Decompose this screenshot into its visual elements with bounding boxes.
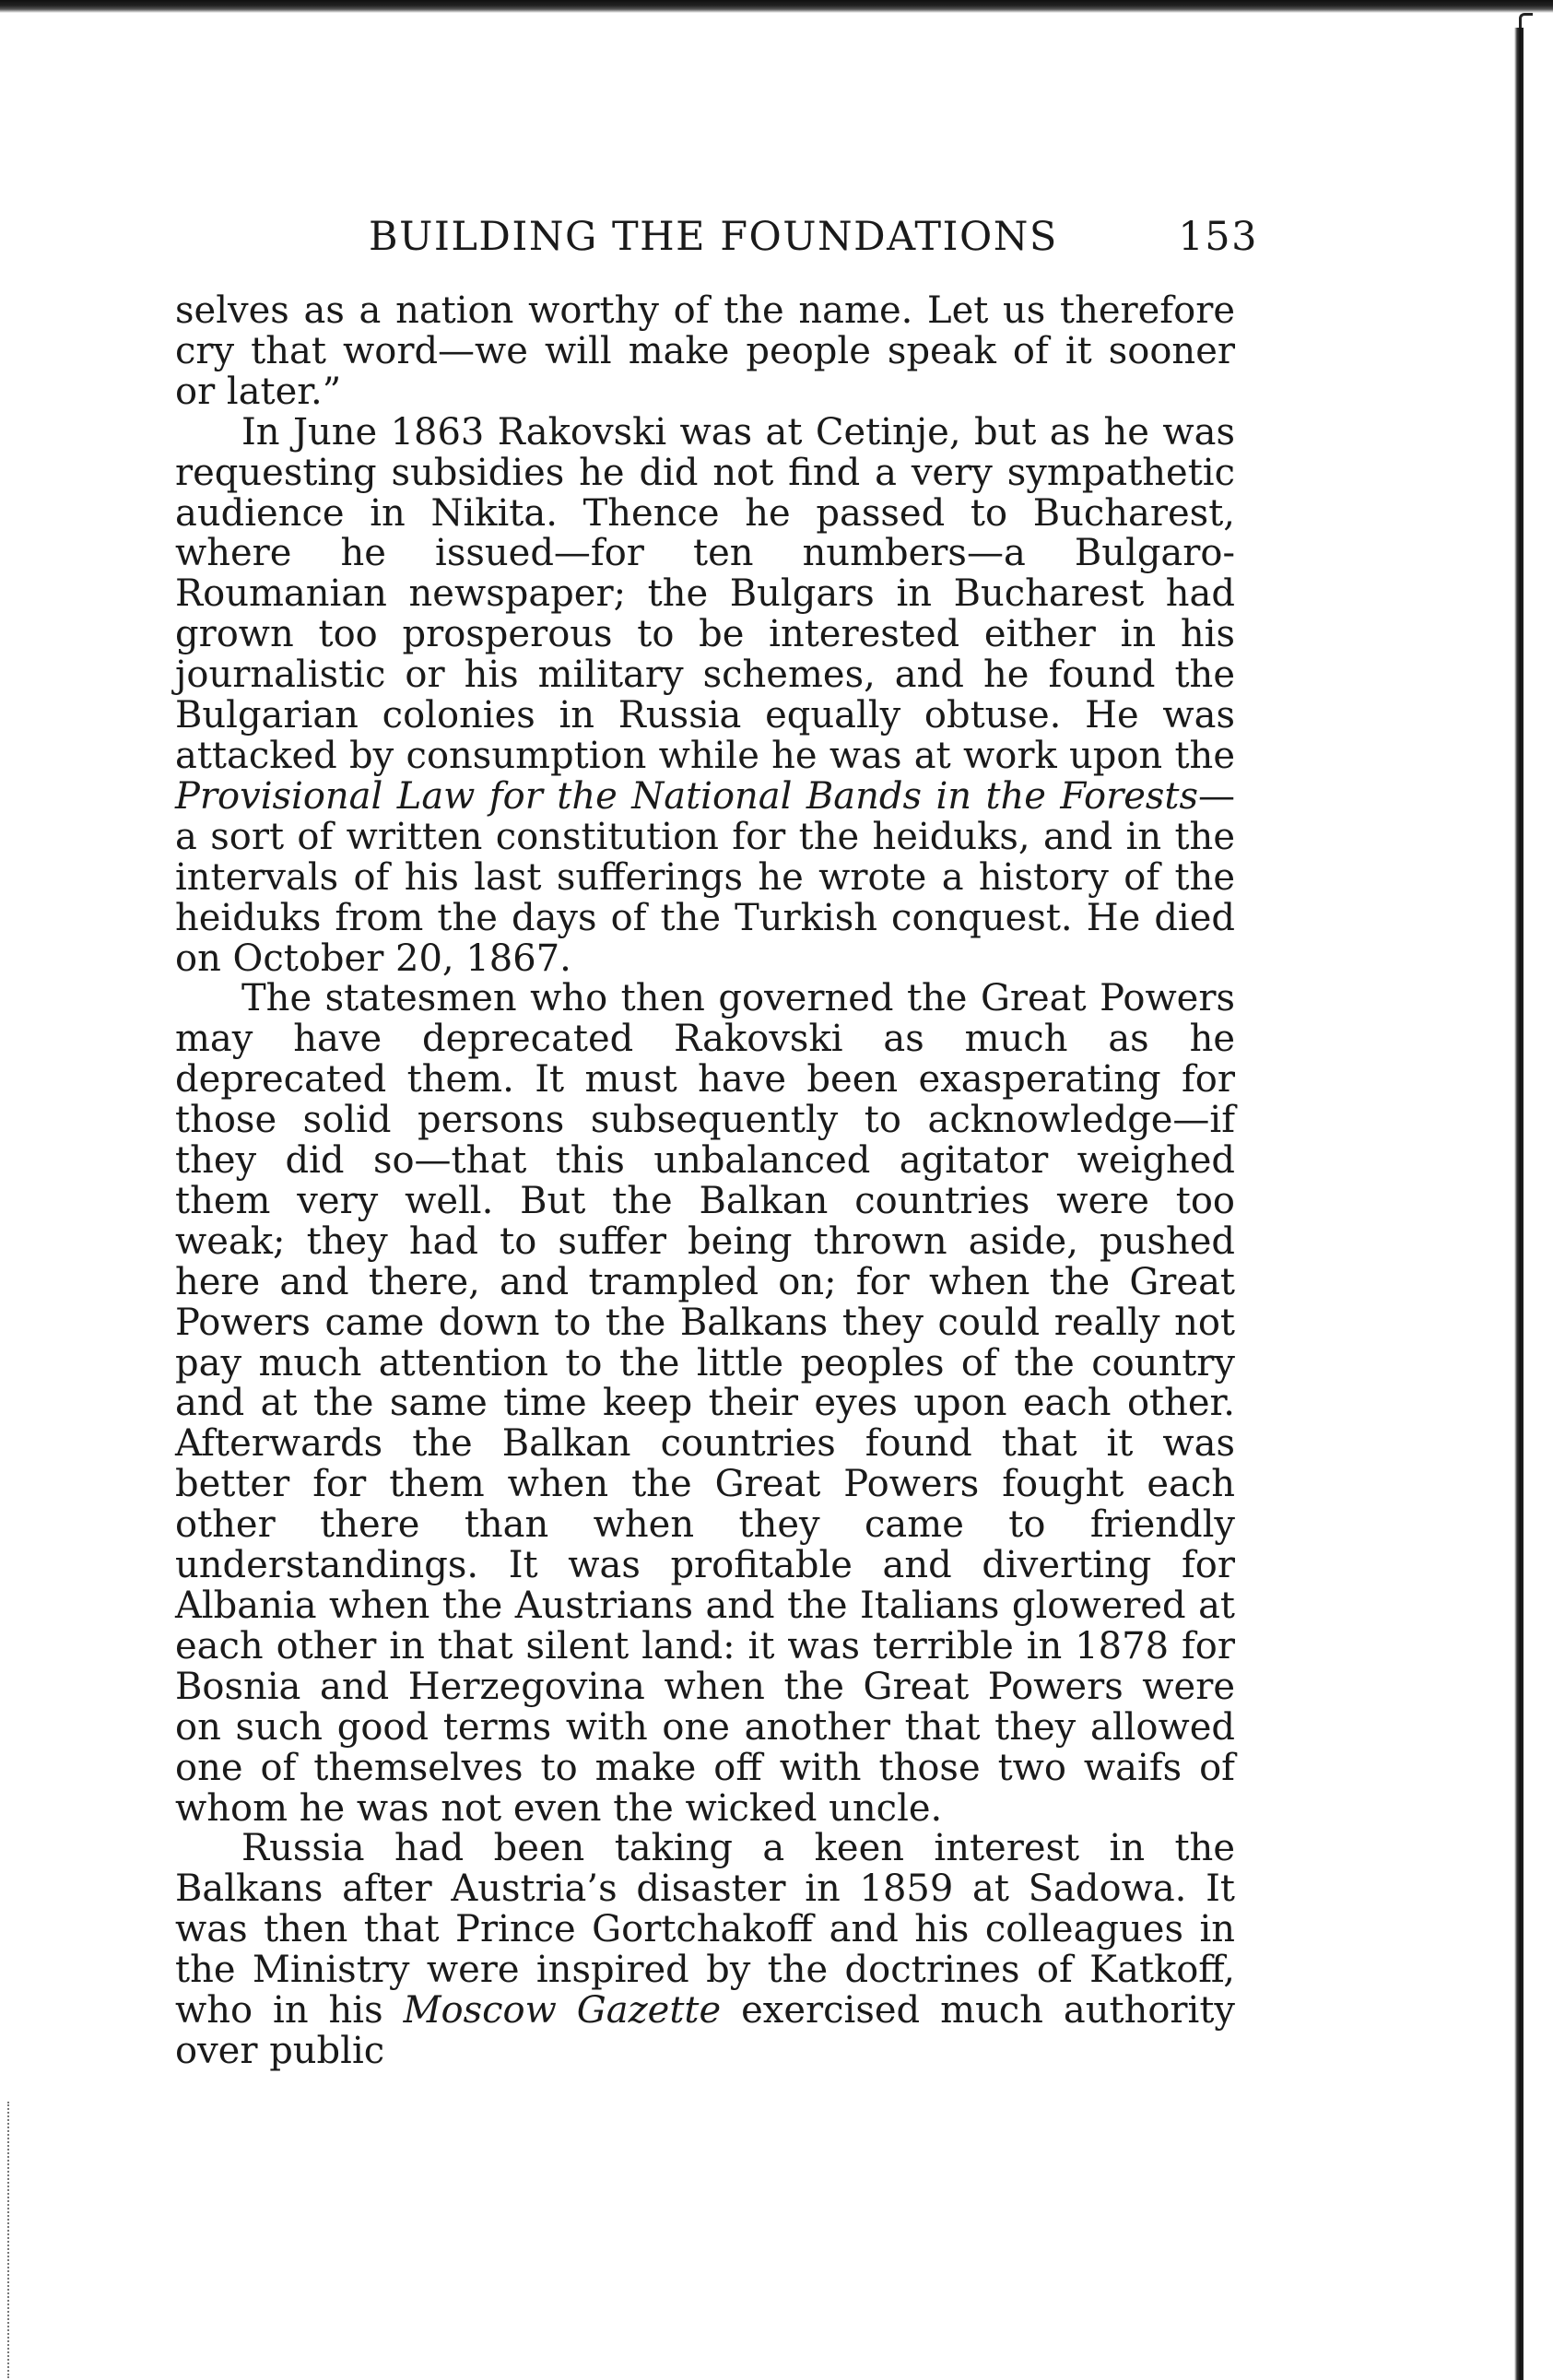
paragraph [175,291,1235,413]
page-number: 153 [1178,214,1258,260]
body-text [175,291,1235,2072]
italic-title: Moscow Gazette [403,1989,722,2032]
text-run: —a sort of written constitution for the heiduks, and in the intervals of his last sufferings he wrote a history of the heiduks from the days of the Turkish conquest. He died on October 20, 1867. [175,774,1235,980]
paragraph [175,1829,1235,2071]
text-run: Russia had been taking a keen interest in the Balkans after Austria’s disaster in 1859 at Sadowa. It was then that Prince Gortchakoff and his colleagues in the Ministry were inspired by the doctrines of Katkoff, who in his [175,1827,1235,2032]
scan-left-marks [7,2102,13,2378]
running-head [369,209,1258,265]
scan-top-edge [0,0,1553,13]
text-run: In June 1863 Rakovski was at Cetinje, but as he was requesting subsidies he did not find a very sympathetic audience in Nikita. Thence he passed to Bucharest, where he issued—for ten numbers—a Bulgaro-Roumanian newspaper; the Bulgars in Bucharest had grown too prosperous to be interested either in his journalistic or his military schemes, and he found the Bulgarian colonies in Russia equally obtuse. He was attacked by consumption while he was at work upon the [175,410,1235,777]
text-run: exercised much authority over public [175,1989,1235,2072]
text-run: The statesmen who then governed the Great Powers may have deprecated Rakovski as much as he deprecated them. It must have been exasperating for those solid persons subsequently to acknowledge—if they did so—that this unbalanced agitator weighed them very well. But the Balkan countries were too weak; they had to suffer being thrown aside, pushed here and there, and trampled on; for when the Great Powers came down to the Balkans they could really not pay much attention to the little peoples of the country and at the same time keep their eyes upon each other. Afterwards the Balkan countries found that it was better for them when the Great Powers fought each other there than when they came to friendly understandings. It was profitable and diverting for Albania when the Austrians and the Italians glowered at each other in that silent land: it was terrible in 1878 for Bosnia and Herzegovina when the Great Powers were on such good terms with one another that they allowed one of themselves to make off with those two waifs of whom he was not even the wicked uncle. [175,977,1235,1830]
scan-right-edge [1514,28,1524,2380]
italic-title: Provisional Law for the National Bands in the Forests [175,774,1198,818]
running-title: BUILDING THE FOUNDATIONS [369,214,1058,260]
paragraph [175,979,1235,1829]
paragraph [175,410,1235,980]
text-run: selves as a nation worthy of the name. Let us therefore cry that word—we will make people speak of it sooner or later.” [175,289,1235,413]
